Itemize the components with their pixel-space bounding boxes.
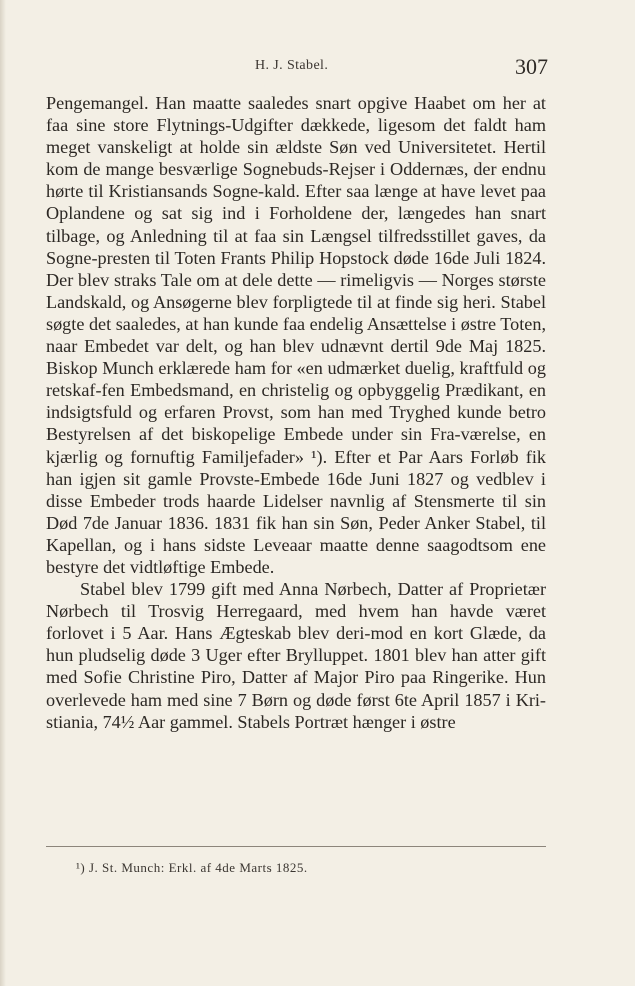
running-head: H. J. Stabel. [255,58,329,73]
footnote: ¹) J. St. Munch: Erkl. af 4de Marts 1825. [76,860,308,875]
page-number: 307 [515,54,548,79]
footnote-divider [46,846,546,847]
paragraph-1: Pengemangel. Han maatte saaledes snart opgive Haabet om her at faa sine store Flytnings-Udgifter dækkede, ligesom det faldt ham meget vanskeligt at holde sin ældste Søn ved Universitetet. Hertil kom de mange besværlige Sognebuds-Rejser i Oddernæs, der endnu hørte til Kristiansands Sogne-kald. Efter saa længe at have levet paa Oplandene og sat sig ind i Forholdene der, længedes han snart tilbage, og Anledning til at faa sin Længsel tilfredsstillet gaves, da Sogne-presten til Toten Frants Philip Hopstock døde 16de Juli 1824. Der blev straks Tale om at dele dette — rimeligvis — Norges største Landskald, og Ansøgerne blev forpligtede til at finde sig heri. Stabel søgte det saaledes, at han kunde faa endelig Ansættelse i østre Toten, naar Embedet var delt, og han blev udnævnt dertil 9de Maj 1825. Biskop Munch erklærede ham for «en udmærket duelig, kraftfuld og retskaf-fen Embedsmand, en christelig og opbyggelig Prædikant, en indsigtsfuld og erfaren Provst, som han med Tryghed kunde betro Bestyrelsen af det biskopelige Embede under sin Fra-værelse, en kjærlig og fornuftig Familjefader» ¹). Efter et Par Aars Forløb fik han igjen sit gamle Provste-Embede 16de Juni 1827 og vedblev i disse Embeder trods haarde Lidelser navnlig af Stensmerte til sin Død 7de Januar 1836. 1831 fik han sin Søn, Peder Anker Stabel, til Kapellan, og i hans sidste Leveaar maatte denne saagodtsom ene bestyre det vidtløftige Embede. [46,93,546,577]
body-text [46,92,546,733]
page-edge-shadow [0,0,6,986]
paragraph-2: Stabel blev 1799 gift med Anna Nørbech, Datter af Proprietær Nørbech til Trosvig Herregaard, med hvem han havde været forlovet i 5 Aar. Hans Ægteskab blev deri-mod en kort Glæde, da hun pludselig døde 3 Uger efter Brylluppet. 1801 blev han atter gift med Sofie Christine Piro, Datter af Major Piro paa Ringerike. Hun overlevede ham med sine 7 Børn og døde først 6te April 1857 i Kri-stiania, 74½ Aar gammel. Stabels Portræt hænger i østre [46,579,546,732]
